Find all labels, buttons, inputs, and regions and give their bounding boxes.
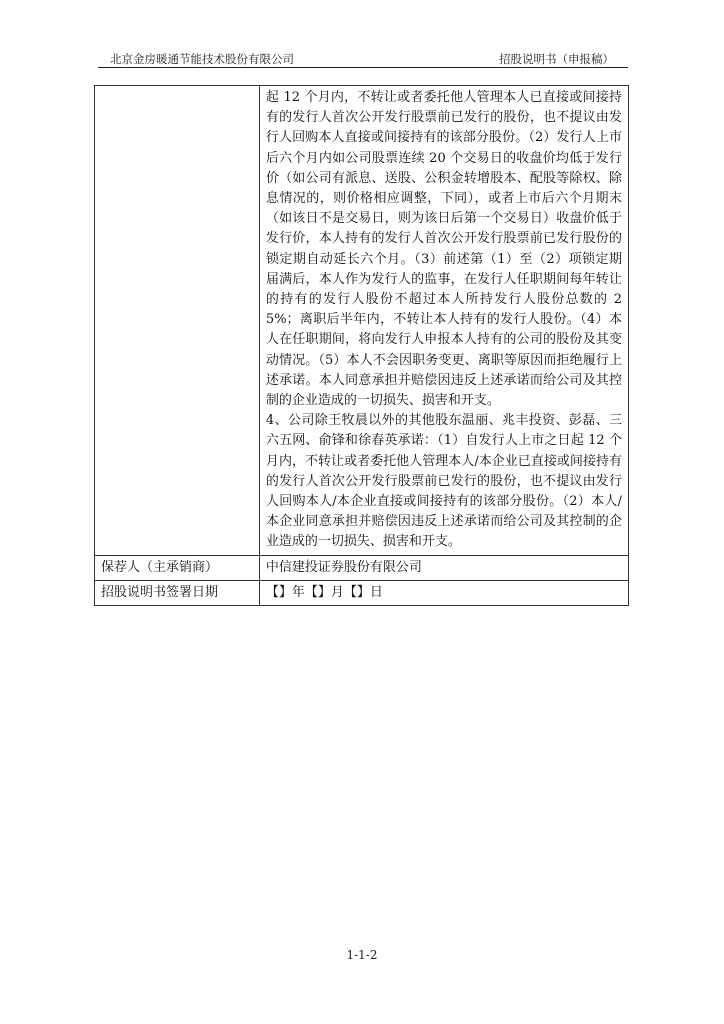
shareholder-commitment-paragraph: 4、公司除王牧晨以外的其他股东温丽、兆丰投资、彭磊、三六五网、俞锋和徐春英承诺：（1）自发行人上市之日起 12 个月内，不转让或者委托他人管理本人/本企业已直接或间接持有的发行人首次公开发行股票前已发行的股份，也不提议由发行人回购本人/本企业直接或间接持有的该部分股份。（2）本人/本企业同意承担并赔偿因违反上述承诺而给公司及其控制的企业造成的一切损失、损害和开支。 — [265, 413, 622, 550]
company-name: 北京金房暖通节能技术股份有限公司 — [110, 52, 294, 66]
sponsor-value: 中信建投证券股份有限公司 — [259, 555, 628, 580]
signing-date-label: 招股说明书签署日期 — [95, 580, 260, 605]
table-row — [95, 86, 629, 556]
sponsor-label: 保荐人（主承销商） — [95, 555, 260, 580]
prospectus-info-table — [94, 85, 629, 606]
commitment-content-cell — [259, 86, 628, 556]
table-row — [95, 580, 629, 605]
document-title: 招股说明书（申报稿） — [499, 52, 614, 66]
commitment-paragraph: 起 12 个月内，不转让或者委托他人管理本人已直接或间接持有的发行人首次公开发行股票前已发行的股份，也不提议由发行人回购本人直接或间接持有的该部分股份。（2）发行人上市后六个月内如公司股票连续 20 个交易日的收盘价均低于发行价（如公司有派息、送股、公积金转增股本、配股等除权、除息情况的，则价格相应调整，下同），或者上市后六个月期末（如该日不是交易日，则为该日后第一个交易日）收盘价低于发行价，本人持有的发行人首次公开发行股票前已发行股份的锁定期自动延长六个月。（3）前述第（1）至（2）项锁定期届满后，本人作为发行人的监事，在发行人任职期间每年转让的持有的发行人股份不超过本人所持发行人股份总数的 25%；离职后半年内，不转让本人持有的发行人股份。（4）本人在任职期间，将向发行人申报本人持有的公司的股份及其变动情况。（5）本人不会因职务变更、离职等原因而拒绝履行上述承诺。本人同意承担并赔偿因违反上述承诺而给公司及其控制的企业造成的一切损失、损害和开支。 — [265, 90, 622, 409]
signing-date-value: 【】年【】月【】日 — [259, 580, 628, 605]
page-number: 1-1-2 — [346, 948, 378, 962]
page-header — [98, 48, 628, 68]
empty-label-cell — [95, 86, 260, 556]
table-row — [95, 555, 629, 580]
